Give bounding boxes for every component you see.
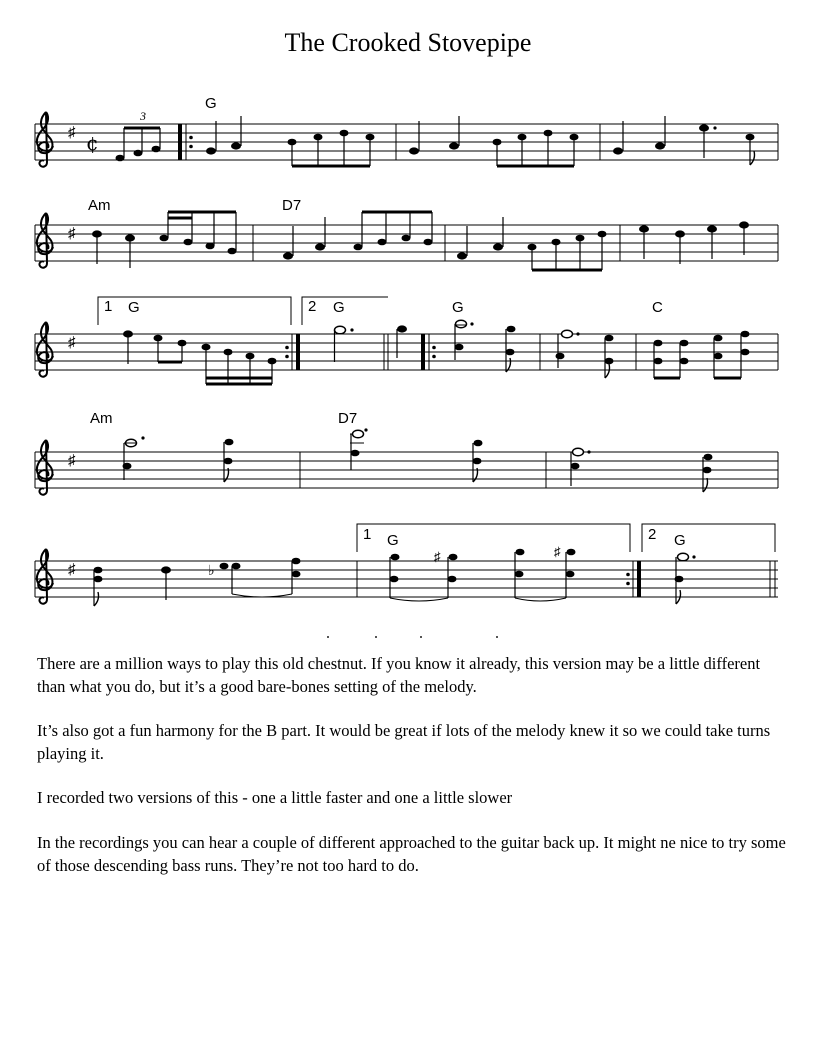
staff-5 <box>35 524 778 606</box>
key-sharp-icon: ♯ <box>68 335 76 351</box>
treble-clef-icon <box>37 440 53 495</box>
staff-4 <box>35 410 778 495</box>
treble-clef-icon <box>37 322 53 377</box>
sharp-sign-icon: ♯ <box>554 544 561 559</box>
paragraph-recordings: I recorded two versions of this - one a little faster and one a little slower <box>37 788 513 807</box>
chord-label: G <box>674 532 686 549</box>
key-sharp-icon: ♯ <box>68 226 76 242</box>
ending-number: 1 <box>363 526 372 543</box>
chord-label: Am <box>90 410 113 427</box>
key-sharp-icon: ♯ <box>68 453 76 469</box>
notes-measure-3 <box>613 116 755 165</box>
notes-measure-11 <box>556 330 614 378</box>
ending-number: 2 <box>308 298 317 315</box>
notes-measure-17 <box>390 544 576 601</box>
flat-sign-icon: ♭ <box>208 564 215 579</box>
notes-measure-14 <box>350 428 483 482</box>
notes-measure-4 <box>92 212 237 268</box>
staff-2 <box>35 197 778 270</box>
notes-measure-9 <box>335 325 408 362</box>
treble-clef-icon <box>37 213 53 268</box>
chord-label: C <box>652 299 663 316</box>
song-title: The Crooked Stovepipe <box>284 28 532 57</box>
notes-measure-16 <box>94 558 301 606</box>
cutoff-marks <box>327 636 498 638</box>
paragraph-harmony: It’s also got a fun harmony for the B part. It would be great if lots of the melody knew it so we could take turns playing it. <box>37 721 771 763</box>
key-sharp-icon: ♯ <box>68 125 76 141</box>
chord-label: G <box>452 299 464 316</box>
staff-1 <box>35 95 778 167</box>
ending-brackets <box>357 524 775 552</box>
key-sharp-icon: ♯ <box>68 562 76 578</box>
notes-measure-12 <box>654 331 750 378</box>
notes-measure-8 <box>123 330 277 384</box>
staff-3 <box>35 297 778 384</box>
triplet-mark: 3 <box>140 109 146 123</box>
paragraph-intro: There are a million ways to play this old chestnut. If you know it already, this version may be a little different than what you do, but it’s a good bare-bones setting of the melody. <box>37 654 761 696</box>
chord-label: G <box>128 299 140 316</box>
sharp-sign-icon: ♯ <box>434 549 441 564</box>
treble-clef-icon <box>37 549 53 604</box>
chord-label: G <box>205 95 217 112</box>
chord-label: G <box>387 532 399 549</box>
chord-label: D7 <box>338 410 358 427</box>
notes-measure-10 <box>455 320 516 372</box>
ending-number: 2 <box>648 526 657 543</box>
chord-label: D7 <box>282 197 302 214</box>
pickup-triplet <box>116 109 161 161</box>
ending-number: 1 <box>104 298 113 315</box>
paragraph-guitar: In the recordings you can hear a couple of different approached to the guitar back up. It might ne nice to try some of those descending bass runs. They’re not too hard to do. <box>37 833 786 875</box>
treble-clef-icon <box>37 112 53 167</box>
cut-time-icon: ¢ <box>86 131 99 155</box>
chord-label: G <box>333 299 345 316</box>
chord-label: Am <box>88 197 111 214</box>
notes-measure-13 <box>123 436 234 482</box>
